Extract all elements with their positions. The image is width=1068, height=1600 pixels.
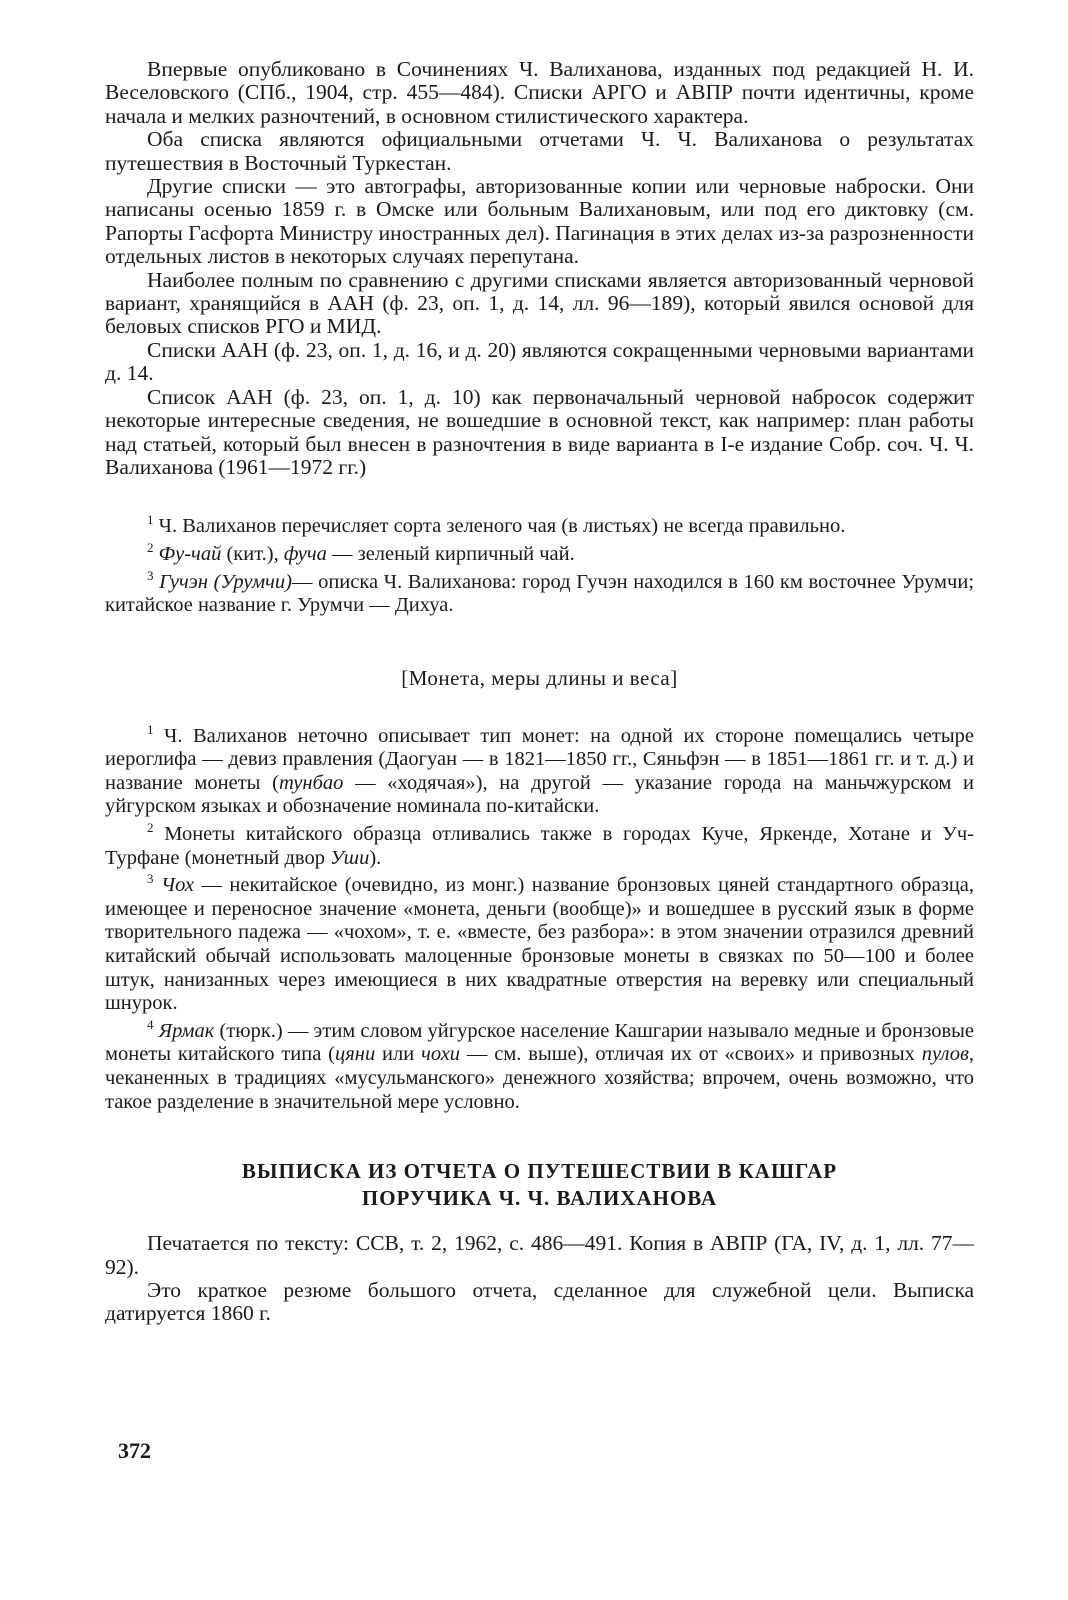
- footnote-term: чохи: [421, 1043, 461, 1066]
- footnote-text: или: [375, 1043, 422, 1066]
- footnote: [105, 871, 975, 1016]
- footnote-text: Монеты китайского образца отливались также в городах Куче, Яркенде, Хотане и Уч-Турфане (монетный двор: [105, 823, 974, 869]
- chapter-heading-line: ПОРУЧИКА Ч. Ч. ВАЛИХАНОВА: [361, 1186, 718, 1211]
- section-heading: [Монета, меры длины и веса]: [401, 665, 678, 690]
- intro-paragraph: Впервые опубликовано в Сочинениях Ч. Валиханова, изданных под редакцией Н. И. Веселовского (СПб., 1904, стр. 455—484). Списки АРГО и АВПР почти идентичны, кроме начала и мелких разночтений, в основном стилистического характера.: [105, 57, 974, 128]
- footnote-term: фуча: [283, 542, 327, 565]
- footnote-term: Чох: [160, 874, 195, 897]
- footnote-term: Ушu: [330, 846, 370, 869]
- footnote: [105, 1016, 975, 1114]
- footnote-text: — см. выше), отличая их от «своих» и привозных: [460, 1043, 922, 1066]
- footnotes-tea: [105, 512, 975, 617]
- footnote-text: — некитайское (очевидно, из монг.) название бронзовых цяней стандартного образца, имеющее и переносное значение «монета, деньги (вообще)» и вошедшее в русский язык в форме творительного падежа — «чохом», т. е. «вместе, без разбора»: в этом значении отразился древний китайский обычай использовать малоценные бронзовые монеты в связках по 50—100 и более штук, нанизанных через имеющиеся в них квадратные отверстия на веревку или специальный шнурок.: [105, 874, 975, 1015]
- publication-paragraph: Печатается по тексту: ССВ, т. 2, 1962, с. 486—491. Копия в АВПР (ГА, IV, д. 1, лл. 77—92).: [105, 1231, 974, 1279]
- footnote: [105, 540, 974, 567]
- intro-section: [105, 58, 974, 479]
- publication-paragraph: Это краткое резюме большого отчета, сделанное для служебной цели. Выписка датируется 1860 г.: [105, 1278, 974, 1326]
- footnote-term: Гучэн (Урумчи): [159, 570, 292, 593]
- publication-note: [105, 1232, 974, 1326]
- footnote-term: цяни: [335, 1043, 376, 1066]
- footnote-number: 1: [147, 512, 154, 528]
- footnote-text: Ч. Валиханов неточно описывает тип монет: на одной их стороне помещались четыре иероглифа — девиз правления (Даогуан — в 1821—1850 гг., Сяньфэн — в 1851—1861 гг. и т. д.) и название монеты (: [105, 724, 974, 794]
- footnote-text: , чеканенных в традициях «мусульманского» денежного хозяйства; впрочем, очень возможно, что такое разделение в значительной мере условно.: [105, 1043, 975, 1113]
- footnote-term: Фу-чай: [158, 542, 222, 565]
- intro-paragraph: Другие списки — это автографы, авторизованные копии или черновые наброски. Они написаны осенью 1859 г. в Омске или больным Валихановым, или под его диктовку (см. Рапорты Гасфорта Министру иностранных дел). Пагинация в этих делах из-за разрозненности отдельных листов в некоторых случаях перепутана.: [105, 174, 974, 269]
- footnote: [105, 820, 974, 870]
- footnote-text: — «ходячая»), на другой — указание города на маньчжурском и уйгурском языках и обозначение номинала по-китайски.: [105, 771, 974, 818]
- footnote-text: (кит.),: [221, 542, 284, 565]
- chapter-heading-line: ВЫПИСКА ИЗ ОТЧЕТА О ПУТЕШЕСТВИИ В КАШГАР: [241, 1159, 838, 1184]
- footnote: [105, 512, 974, 539]
- footnote-text: (тюрк.) — этим словом уйгурское население Кашгарии называло медные и бронзовые монеты китайского типа (: [105, 1019, 974, 1066]
- footnote-text: — описка Ч. Валиханова: город Гучэн находился в 160 км восточнее Урумчи; китайское название г. Урумчи — Дихуа.: [105, 570, 975, 617]
- footnote-term: тунбао: [279, 771, 344, 794]
- footnote-text: ).: [369, 846, 382, 869]
- footnote-text: Ч. Валиханов перечисляет сорта зеленого чая (в листьях) не всегда правильно.: [153, 515, 846, 538]
- footnote-number: 2: [147, 540, 154, 556]
- intro-paragraph: Списки ААН (ф. 23, оп. 1, д. 16, и д. 20) являются сокращенными черновыми вариантами д. 14.: [105, 337, 974, 386]
- intro-paragraph: Список ААН (ф. 23, оп. 1, д. 10) как первоначальный черновой набросок содержит некоторые интересные сведения, не вошедшие в основной текст, как например: план работы над статьей, который был внесен в разночтения в виде варианта в I-е издание Собр. соч. Ч. Ч. Валиханова (1961—1972 гг.): [105, 384, 974, 479]
- footnote-number: 2: [147, 820, 154, 836]
- footnote-term: Ярмак: [158, 1019, 215, 1042]
- footnote-number: 1: [147, 721, 154, 737]
- footnote: [105, 567, 975, 618]
- footnote-number: 3: [147, 871, 154, 887]
- intro-paragraph: Оба списка являются официальными отчетами Ч. Ч. Валиханова о результатах путешествия в Восточный Туркестан.: [105, 127, 974, 175]
- footnotes-coins: [105, 721, 975, 1115]
- intro-paragraph: Наиболее полным по сравнению с другими списками является авторизованный черновой вариант, хранящийся в ААН (ф. 23, оп. 1, д. 14, лл. 96—189), который явился основой для беловых списков РГО и МИД.: [105, 267, 974, 339]
- footnote-text: — зеленый кирпичный чай.: [326, 542, 575, 565]
- footnote-number: 4: [147, 1016, 154, 1032]
- footnote-term: пулов: [921, 1043, 969, 1066]
- chapter-heading: [105, 1158, 974, 1212]
- footnote: [105, 721, 974, 819]
- page-number: 372: [118, 1438, 151, 1463]
- footnote-number: 3: [147, 567, 154, 583]
